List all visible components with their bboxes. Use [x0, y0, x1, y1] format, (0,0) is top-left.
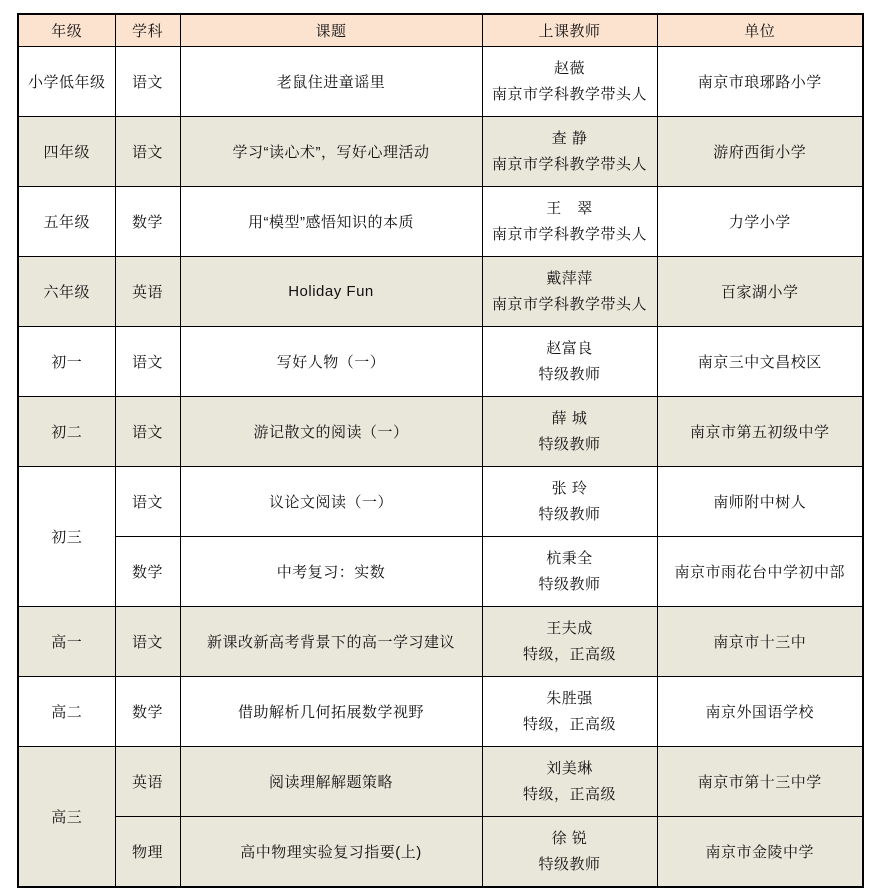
unit-cell: 南师附中树人	[657, 467, 863, 537]
topic-cell: 高中物理实验复习指要(上)	[180, 817, 482, 888]
grade-cell: 初三	[18, 467, 115, 607]
subject-cell: 语文	[115, 117, 180, 187]
grade-cell: 六年级	[18, 257, 115, 327]
teacher-name: 戴萍萍	[546, 269, 593, 287]
unit-cell: 南京市十三中	[657, 607, 863, 677]
grade-cell: 五年级	[18, 187, 115, 257]
subject-cell: 英语	[115, 257, 180, 327]
teacher-title: 特级，正高级	[522, 715, 616, 733]
teacher-name: 朱胜强	[546, 689, 593, 707]
teacher-cell	[482, 677, 657, 747]
column-header: 学科	[115, 14, 180, 47]
unit-cell: 南京三中文昌校区	[657, 327, 863, 397]
teacher-cell	[482, 187, 657, 257]
unit-cell: 游府西街小学	[657, 117, 863, 187]
table-row	[18, 607, 863, 677]
topic-cell: 议论文阅读（一）	[180, 467, 482, 537]
teacher-cell	[482, 467, 657, 537]
grade-cell: 高二	[18, 677, 115, 747]
unit-cell: 南京市第十三中学	[657, 747, 863, 817]
table-row	[18, 467, 863, 537]
teacher-title: 特级教师	[538, 435, 601, 453]
unit-cell: 力学小学	[657, 187, 863, 257]
column-header: 单位	[657, 14, 863, 47]
teacher-title: 南京市学科教学带头人	[491, 85, 647, 103]
table-body	[18, 47, 863, 888]
teacher-title: 特级，正高级	[522, 785, 616, 803]
table-row	[18, 327, 863, 397]
teacher-title: 特级，正高级	[522, 645, 616, 663]
table-row	[18, 537, 863, 607]
grade-cell: 高一	[18, 607, 115, 677]
teacher-title: 特级教师	[538, 365, 601, 383]
table-row	[18, 677, 863, 747]
topic-cell: 借助解析几何拓展数学视野	[180, 677, 482, 747]
topic-cell: 游记散文的阅读（一）	[180, 397, 482, 467]
table-row	[18, 747, 863, 817]
column-header: 上课教师	[482, 14, 657, 47]
subject-cell: 英语	[115, 747, 180, 817]
teacher-cell	[482, 607, 657, 677]
table-header	[18, 14, 863, 47]
grade-cell: 初二	[18, 397, 115, 467]
schedule-table	[17, 13, 864, 888]
teacher-title: 南京市学科教学带头人	[491, 295, 647, 313]
teacher-name: 王夫成	[546, 619, 593, 637]
teacher-name: 王 翠	[546, 199, 593, 217]
topic-cell: 新课改新高考背景下的高一学习建议	[180, 607, 482, 677]
topic-cell: 写好人物（一）	[180, 327, 482, 397]
subject-cell: 数学	[115, 537, 180, 607]
teacher-name: 杭秉全	[546, 549, 593, 567]
teacher-cell	[482, 537, 657, 607]
grade-cell: 高三	[18, 747, 115, 888]
teacher-name: 赵薇	[553, 59, 585, 77]
grade-cell: 四年级	[18, 117, 115, 187]
column-header: 年级	[18, 14, 115, 47]
table-row	[18, 47, 863, 117]
grade-cell: 初一	[18, 327, 115, 397]
teacher-name: 刘美琳	[546, 759, 593, 777]
teacher-title: 南京市学科教学带头人	[491, 155, 647, 173]
teacher-name: 赵富良	[546, 339, 593, 357]
table-row	[18, 187, 863, 257]
teacher-cell	[482, 817, 657, 888]
topic-cell: 阅读理解解题策略	[180, 747, 482, 817]
teacher-title: 特级教师	[538, 855, 601, 873]
topic-cell: 学习“读心术”，写好心理活动	[180, 117, 482, 187]
teacher-name: 查 静	[551, 129, 588, 147]
teacher-title: 南京市学科教学带头人	[491, 225, 647, 243]
teacher-title: 特级教师	[538, 505, 601, 523]
topic-cell: 老鼠住进童谣里	[180, 47, 482, 117]
subject-cell: 语文	[115, 607, 180, 677]
grade-cell: 小学低年级	[18, 47, 115, 117]
subject-cell: 语文	[115, 467, 180, 537]
teacher-name: 徐 锐	[551, 829, 588, 847]
topic-cell: 用“模型”感悟知识的本质	[180, 187, 482, 257]
unit-cell: 南京外国语学校	[657, 677, 863, 747]
unit-cell: 南京市金陵中学	[657, 817, 863, 888]
subject-cell: 数学	[115, 677, 180, 747]
table-row	[18, 397, 863, 467]
teacher-cell	[482, 257, 657, 327]
teacher-name: 张 玲	[551, 479, 588, 497]
header-row	[18, 14, 863, 47]
unit-cell: 南京市雨花台中学初中部	[657, 537, 863, 607]
teacher-title: 特级教师	[538, 575, 601, 593]
teacher-cell	[482, 117, 657, 187]
topic-cell: 中考复习：实数	[180, 537, 482, 607]
teacher-name: 薛 城	[551, 409, 588, 427]
unit-cell: 南京市第五初级中学	[657, 397, 863, 467]
column-header: 课题	[180, 14, 482, 47]
table-row	[18, 117, 863, 187]
unit-cell: 百家湖小学	[657, 257, 863, 327]
subject-cell: 语文	[115, 47, 180, 117]
teacher-cell	[482, 327, 657, 397]
subject-cell: 数学	[115, 187, 180, 257]
table-row	[18, 257, 863, 327]
subject-cell: 语文	[115, 327, 180, 397]
teacher-cell	[482, 747, 657, 817]
unit-cell: 南京市琅琊路小学	[657, 47, 863, 117]
subject-cell: 物理	[115, 817, 180, 888]
teacher-cell	[482, 47, 657, 117]
table-row	[18, 817, 863, 888]
topic-cell: Holiday Fun	[180, 257, 482, 327]
teacher-cell	[482, 397, 657, 467]
subject-cell: 语文	[115, 397, 180, 467]
